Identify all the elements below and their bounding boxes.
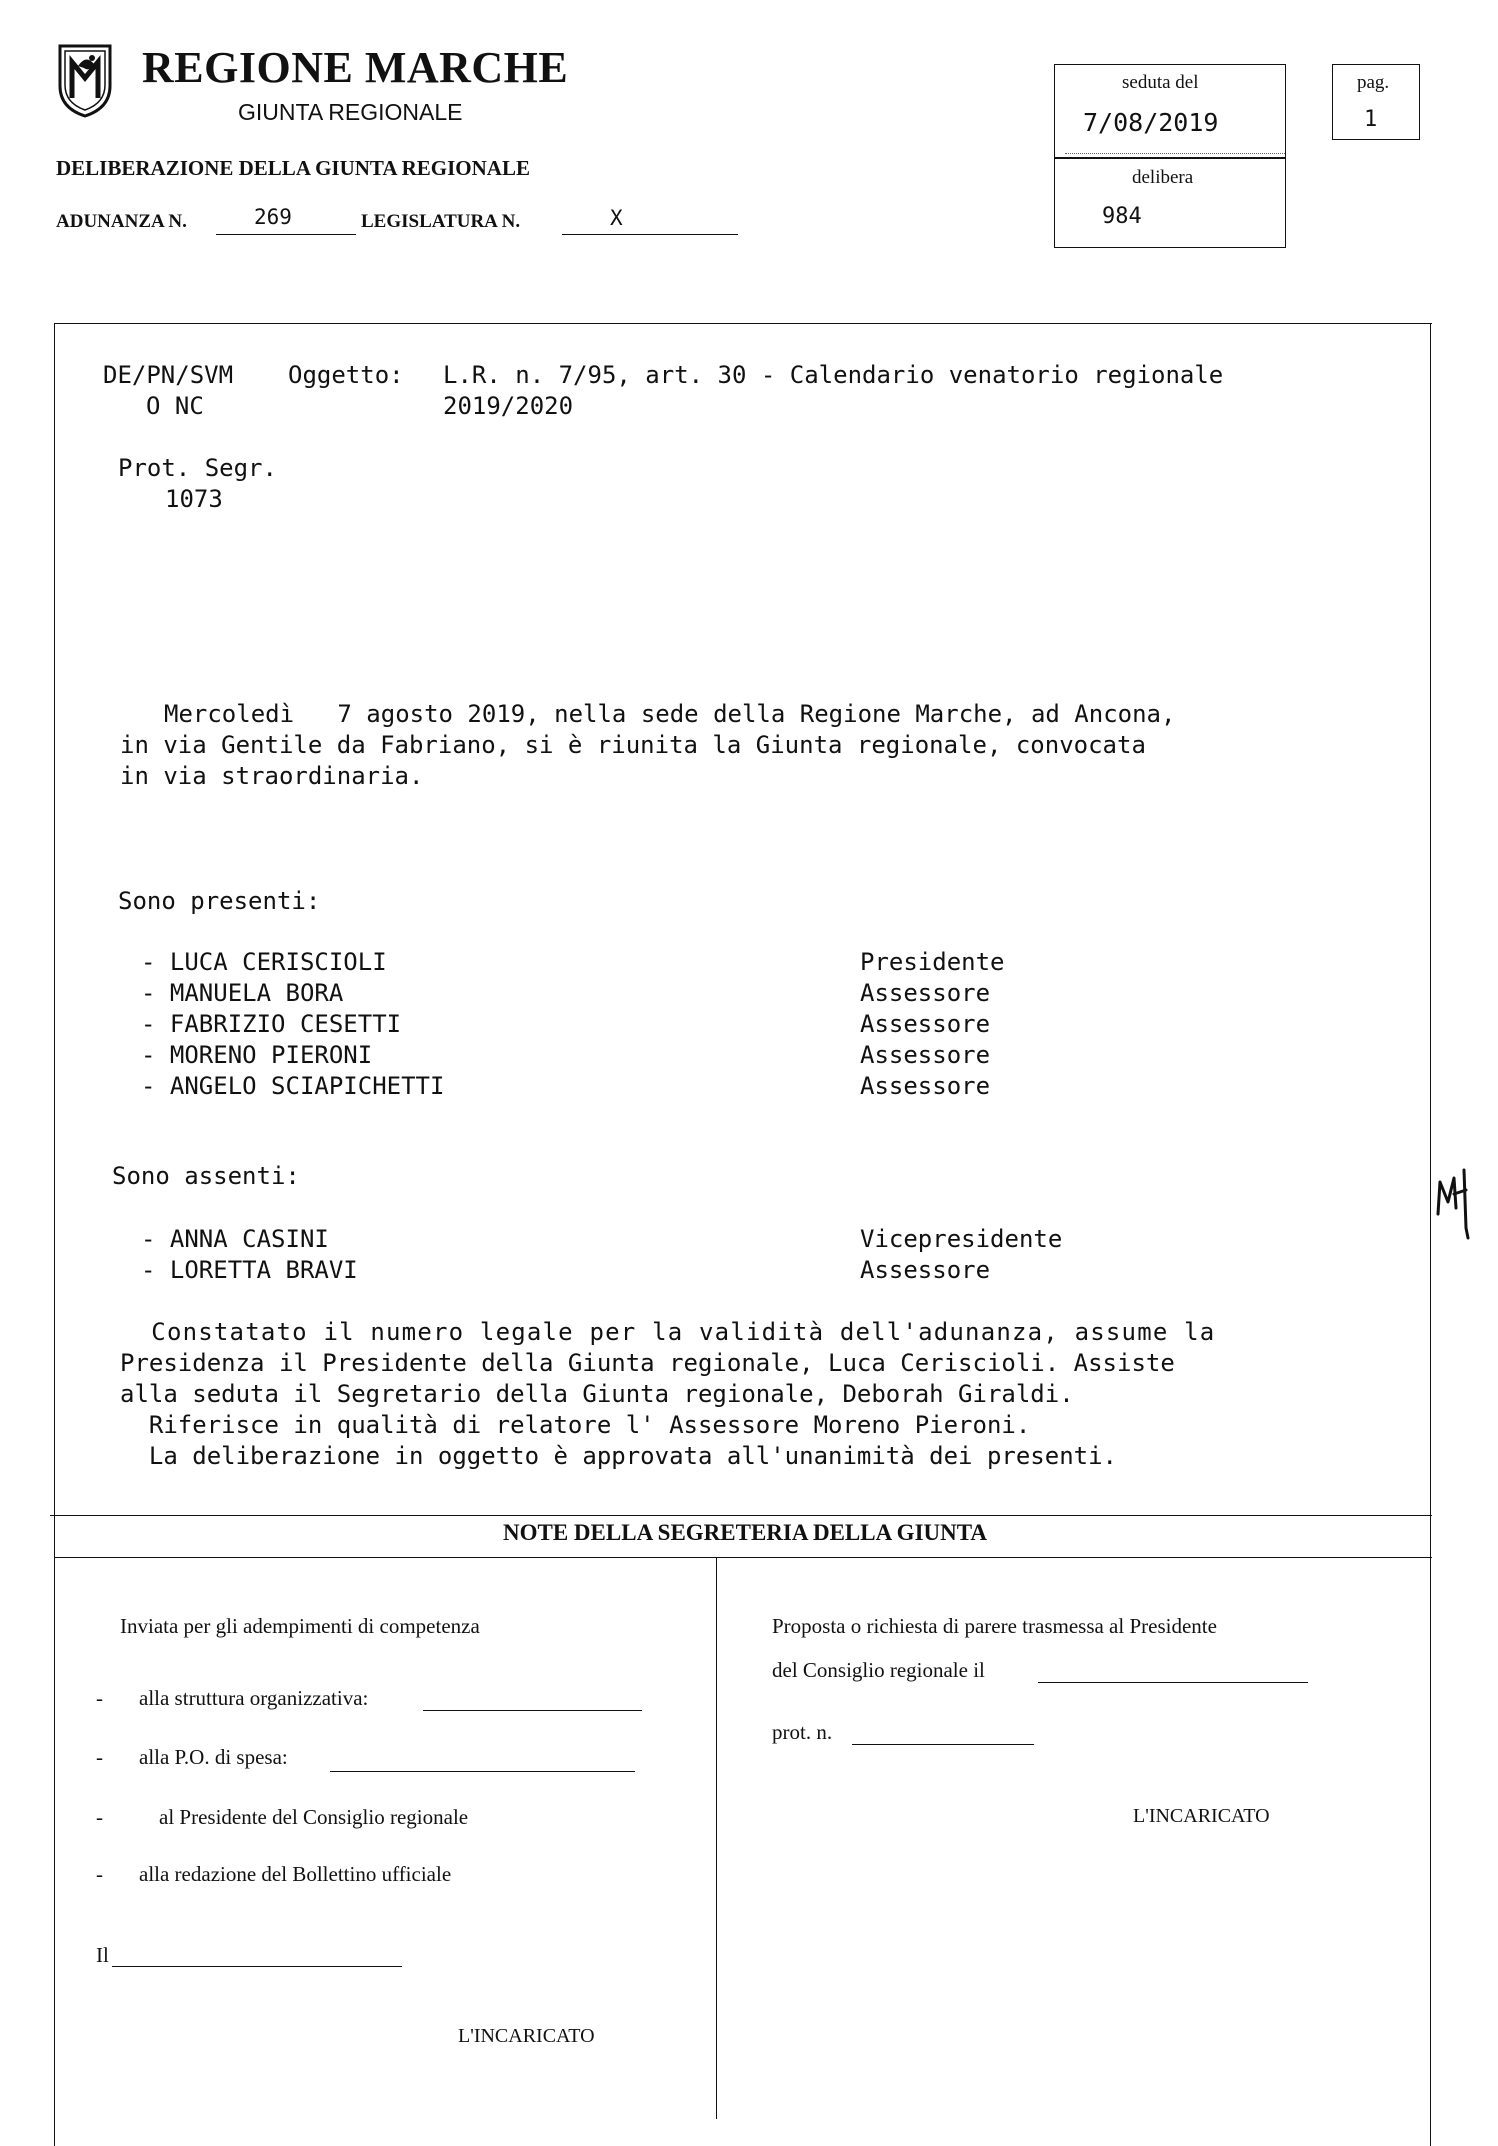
present-heading: Sono presenti: [118, 887, 321, 915]
present-name: - MORENO PIERONI [141, 1041, 373, 1069]
closing-line: Constatato il numero legale per la validità dell'adunanza, assume la [120, 1318, 1216, 1346]
closing-line: Riferisce in qualità di relatore l' Assessore Moreno Pieroni. [120, 1411, 1031, 1439]
item-po-spesa: alla P.O. di spesa: [139, 1745, 288, 1769]
brand-subtitle: GIUNTA REGIONALE [238, 99, 463, 125]
intro-line: Mercoledì 7 agosto 2019, nella sede della Regione Marche, ad Ancona, [164, 700, 1176, 728]
seduta-label: seduta del [1122, 72, 1199, 93]
absent-role: Assessore [860, 1256, 991, 1284]
prot-fill-line [852, 1744, 1034, 1745]
item-presidente-consiglio: al Presidente del Consiglio regionale [159, 1805, 469, 1829]
absent-role: Vicepresidente [860, 1225, 1063, 1253]
notes-title: NOTE DELLA SEGRETERIA DELLA GIUNTA [503, 1520, 987, 1545]
item-bollettino: alla redazione del Bollettino ufficiale [139, 1862, 452, 1886]
adunanza-label: ADUNANZA N. [56, 211, 187, 232]
legislatura-underline [562, 234, 738, 235]
right-prot: prot. n. [772, 1720, 833, 1744]
seduta-value: 7/08/2019 [1083, 108, 1219, 137]
adunanza-value: 269 [254, 205, 292, 229]
present-role: Assessore [860, 1072, 991, 1100]
present-name: - MANUELA BORA [141, 979, 344, 1007]
closing-line: La deliberazione in oggetto è approvata all'unanimità dei presenti. [120, 1442, 1117, 1470]
legislatura-value: X [610, 206, 623, 230]
prot-segr-value: 1073 [165, 485, 223, 513]
frame-left-border [54, 323, 55, 2146]
il-label: Il [96, 1943, 109, 1967]
closing-line: alla seduta il Segretario della Giunta regionale, Deborah Giraldi. [120, 1380, 1074, 1408]
frame-right-border [1430, 323, 1431, 2146]
present-name: - LUCA CERISCIOLI [141, 948, 387, 976]
absent-heading: Sono assenti: [112, 1162, 300, 1190]
legislatura-label: LEGISLATURA N. [361, 211, 521, 232]
delibera-value: 984 [1102, 204, 1142, 229]
oggetto-text-line2: 2019/2020 [443, 392, 574, 420]
item-struttura: alla struttura organizzativa: [139, 1686, 369, 1710]
item-dash: - [96, 1805, 103, 1829]
document-kind: DELIBERAZIONE DELLA GIUNTA REGIONALE [56, 156, 530, 180]
present-role: Assessore [860, 1010, 991, 1038]
intro-line: in via straordinaria. [120, 762, 424, 790]
pag-value: 1 [1364, 107, 1378, 132]
frame-top-border [54, 323, 1432, 324]
closing-line: Presidenza il Presidente della Giunta regionale, Luca Ceriscioli. Assiste [120, 1349, 1175, 1377]
office-codes-line2: O NC [146, 392, 204, 420]
item-dash: - [96, 1862, 103, 1886]
intro-line: in via Gentile da Fabriano, si è riunita la Giunta regionale, convocata [120, 731, 1146, 759]
left-heading: Inviata per gli adempimenti di competenza [120, 1614, 480, 1638]
right-incaricato: L'INCARICATO [1133, 1805, 1270, 1827]
brand-title: REGIONE MARCHE [142, 43, 569, 92]
item-dash: - [96, 1745, 103, 1769]
consiglio-date-fill-line [1038, 1682, 1308, 1683]
oggetto-label: Oggetto: [288, 361, 404, 389]
right-line-1: Proposta o richiesta di parere trasmessa al Presidente [772, 1614, 1217, 1638]
present-role: Assessore [860, 979, 991, 1007]
il-fill-line [112, 1966, 402, 1967]
notes-header-bottom-border [54, 1557, 1432, 1558]
office-codes: DE/PN/SVM [103, 361, 234, 389]
delibera-label: delibera [1132, 167, 1194, 188]
oggetto-text: L.R. n. 7/95, art. 30 - Calendario venatorio regionale [443, 361, 1224, 389]
present-name: - FABRIZIO CESETTI [141, 1010, 402, 1038]
absent-name: - ANNA CASINI [141, 1225, 329, 1253]
present-name: - ANGELO SCIAPICHETTI [141, 1072, 445, 1100]
box-divider-dotted [1065, 153, 1285, 154]
absent-name: - LORETTA BRAVI [141, 1256, 358, 1284]
regione-marche-emblem-icon [56, 42, 114, 118]
item-dash: - [96, 1686, 103, 1710]
adunanza-underline [216, 234, 356, 235]
prot-segr-label: Prot. Segr. [118, 454, 277, 482]
notes-top-border [50, 1515, 1432, 1516]
box-divider [1055, 157, 1285, 159]
left-incaricato: L'INCARICATO [458, 2025, 595, 2047]
pag-label: pag. [1357, 72, 1390, 93]
present-role: Assessore [860, 1041, 991, 1069]
notes-column-divider [716, 1557, 717, 2119]
po-spesa-fill-line [330, 1771, 635, 1772]
present-role: Presidente [860, 948, 1005, 976]
struttura-fill-line [423, 1710, 642, 1711]
right-line-2: del Consiglio regionale il [772, 1658, 985, 1682]
handwritten-initials-icon [1434, 1168, 1474, 1240]
